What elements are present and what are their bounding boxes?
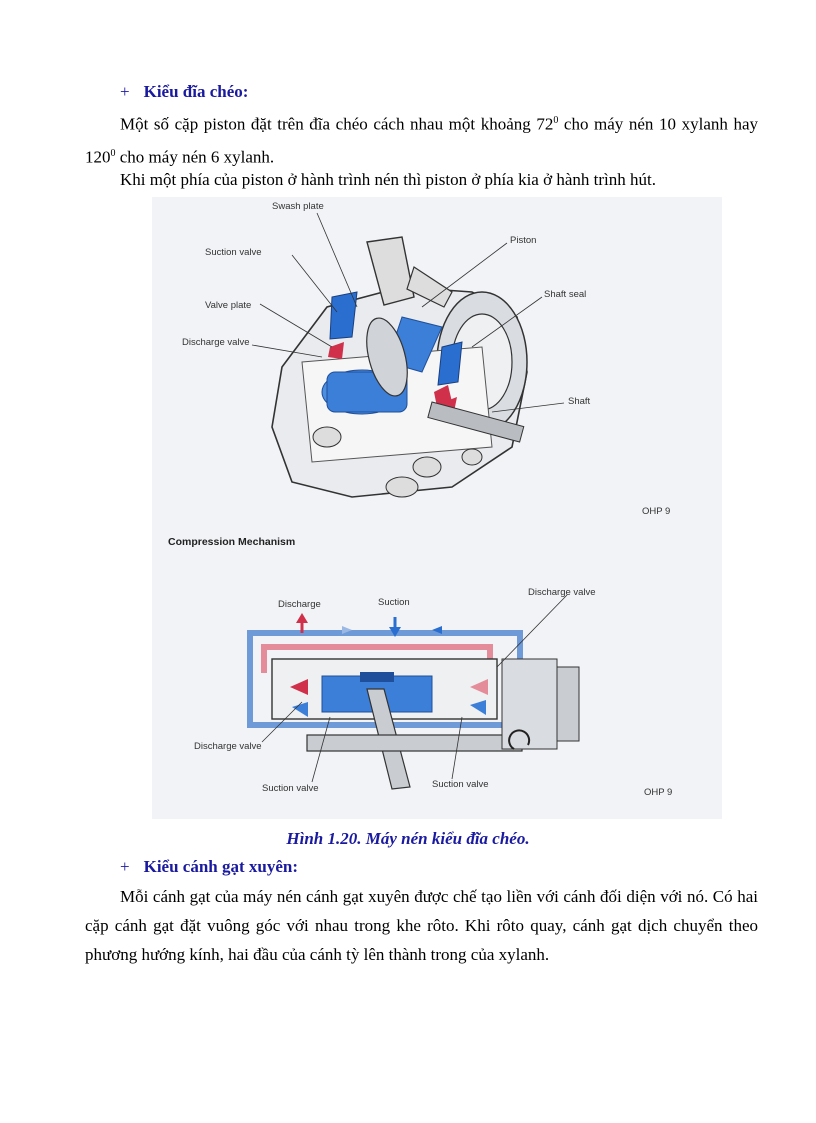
section-title: Compression Mechanism — [168, 536, 296, 548]
label-shaft: Shaft — [568, 396, 591, 407]
label-discharge-valve-right: Discharge valve — [528, 587, 596, 598]
label-piston: Piston — [510, 235, 537, 246]
heading-text: Kiểu đĩa chéo: — [143, 82, 249, 101]
label-valve-plate: Valve plate — [205, 300, 252, 311]
paragraph-vane: Mỗi cánh gạt của máy nén cánh gạt xuyên được chế tạo liền với cánh đối diện với nó. Có hai cặp cánh gạt đặt vuông góc với nhau trong khe rôto. Khi rôto quay, cánh gạt dịch chuyển theo phương hướng kính, hai đầu của cánh tỳ lên thành trong của xylanh. — [85, 887, 758, 964]
compressor-figure — [152, 197, 722, 819]
heading-swash-plate-type — [120, 82, 248, 102]
label-suction: Suction — [378, 597, 410, 608]
bullet-marker: + — [120, 82, 130, 101]
label-suction-valve-left: Suction valve — [262, 783, 319, 794]
heading-text: Kiểu cánh gạt xuyên: — [143, 857, 299, 876]
cutaway-drawing — [252, 213, 564, 497]
paragraph-piston-spacing: Một số cặp piston đặt trên đĩa chéo cách nhau một khoảng $72^0$ cho máy nén 10 xylanh hay $120^0$ cho máy nén 6 xylanh. — [85, 114, 758, 167]
paragraph-stroke: Khi một phía của piston ở hành trình nén thì piston ở phía kia ở hành trình hút. — [120, 170, 656, 189]
label-discharge: Discharge — [278, 599, 321, 610]
label-discharge-valve-left: Discharge valve — [194, 741, 262, 752]
label-swash-plate: Swash plate — [272, 201, 324, 212]
heading-through-vane-type — [120, 857, 298, 877]
compressor-illustration — [152, 197, 722, 819]
label-ohp-top: OHP 9 — [642, 506, 671, 517]
label-shaft-seal: Shaft seal — [544, 289, 587, 300]
label-discharge-valve-top: Discharge valve — [182, 337, 250, 348]
schematic-drawing — [250, 595, 579, 789]
label-suction-valve-right: Suction valve — [432, 779, 489, 790]
label-suction-valve-top: Suction valve — [205, 247, 262, 258]
bullet-marker: + — [120, 857, 130, 876]
figure-caption: Hình 1.20. Máy nén kiểu đĩa chéo. — [286, 829, 530, 848]
label-ohp-bottom: OHP 9 — [644, 787, 673, 798]
